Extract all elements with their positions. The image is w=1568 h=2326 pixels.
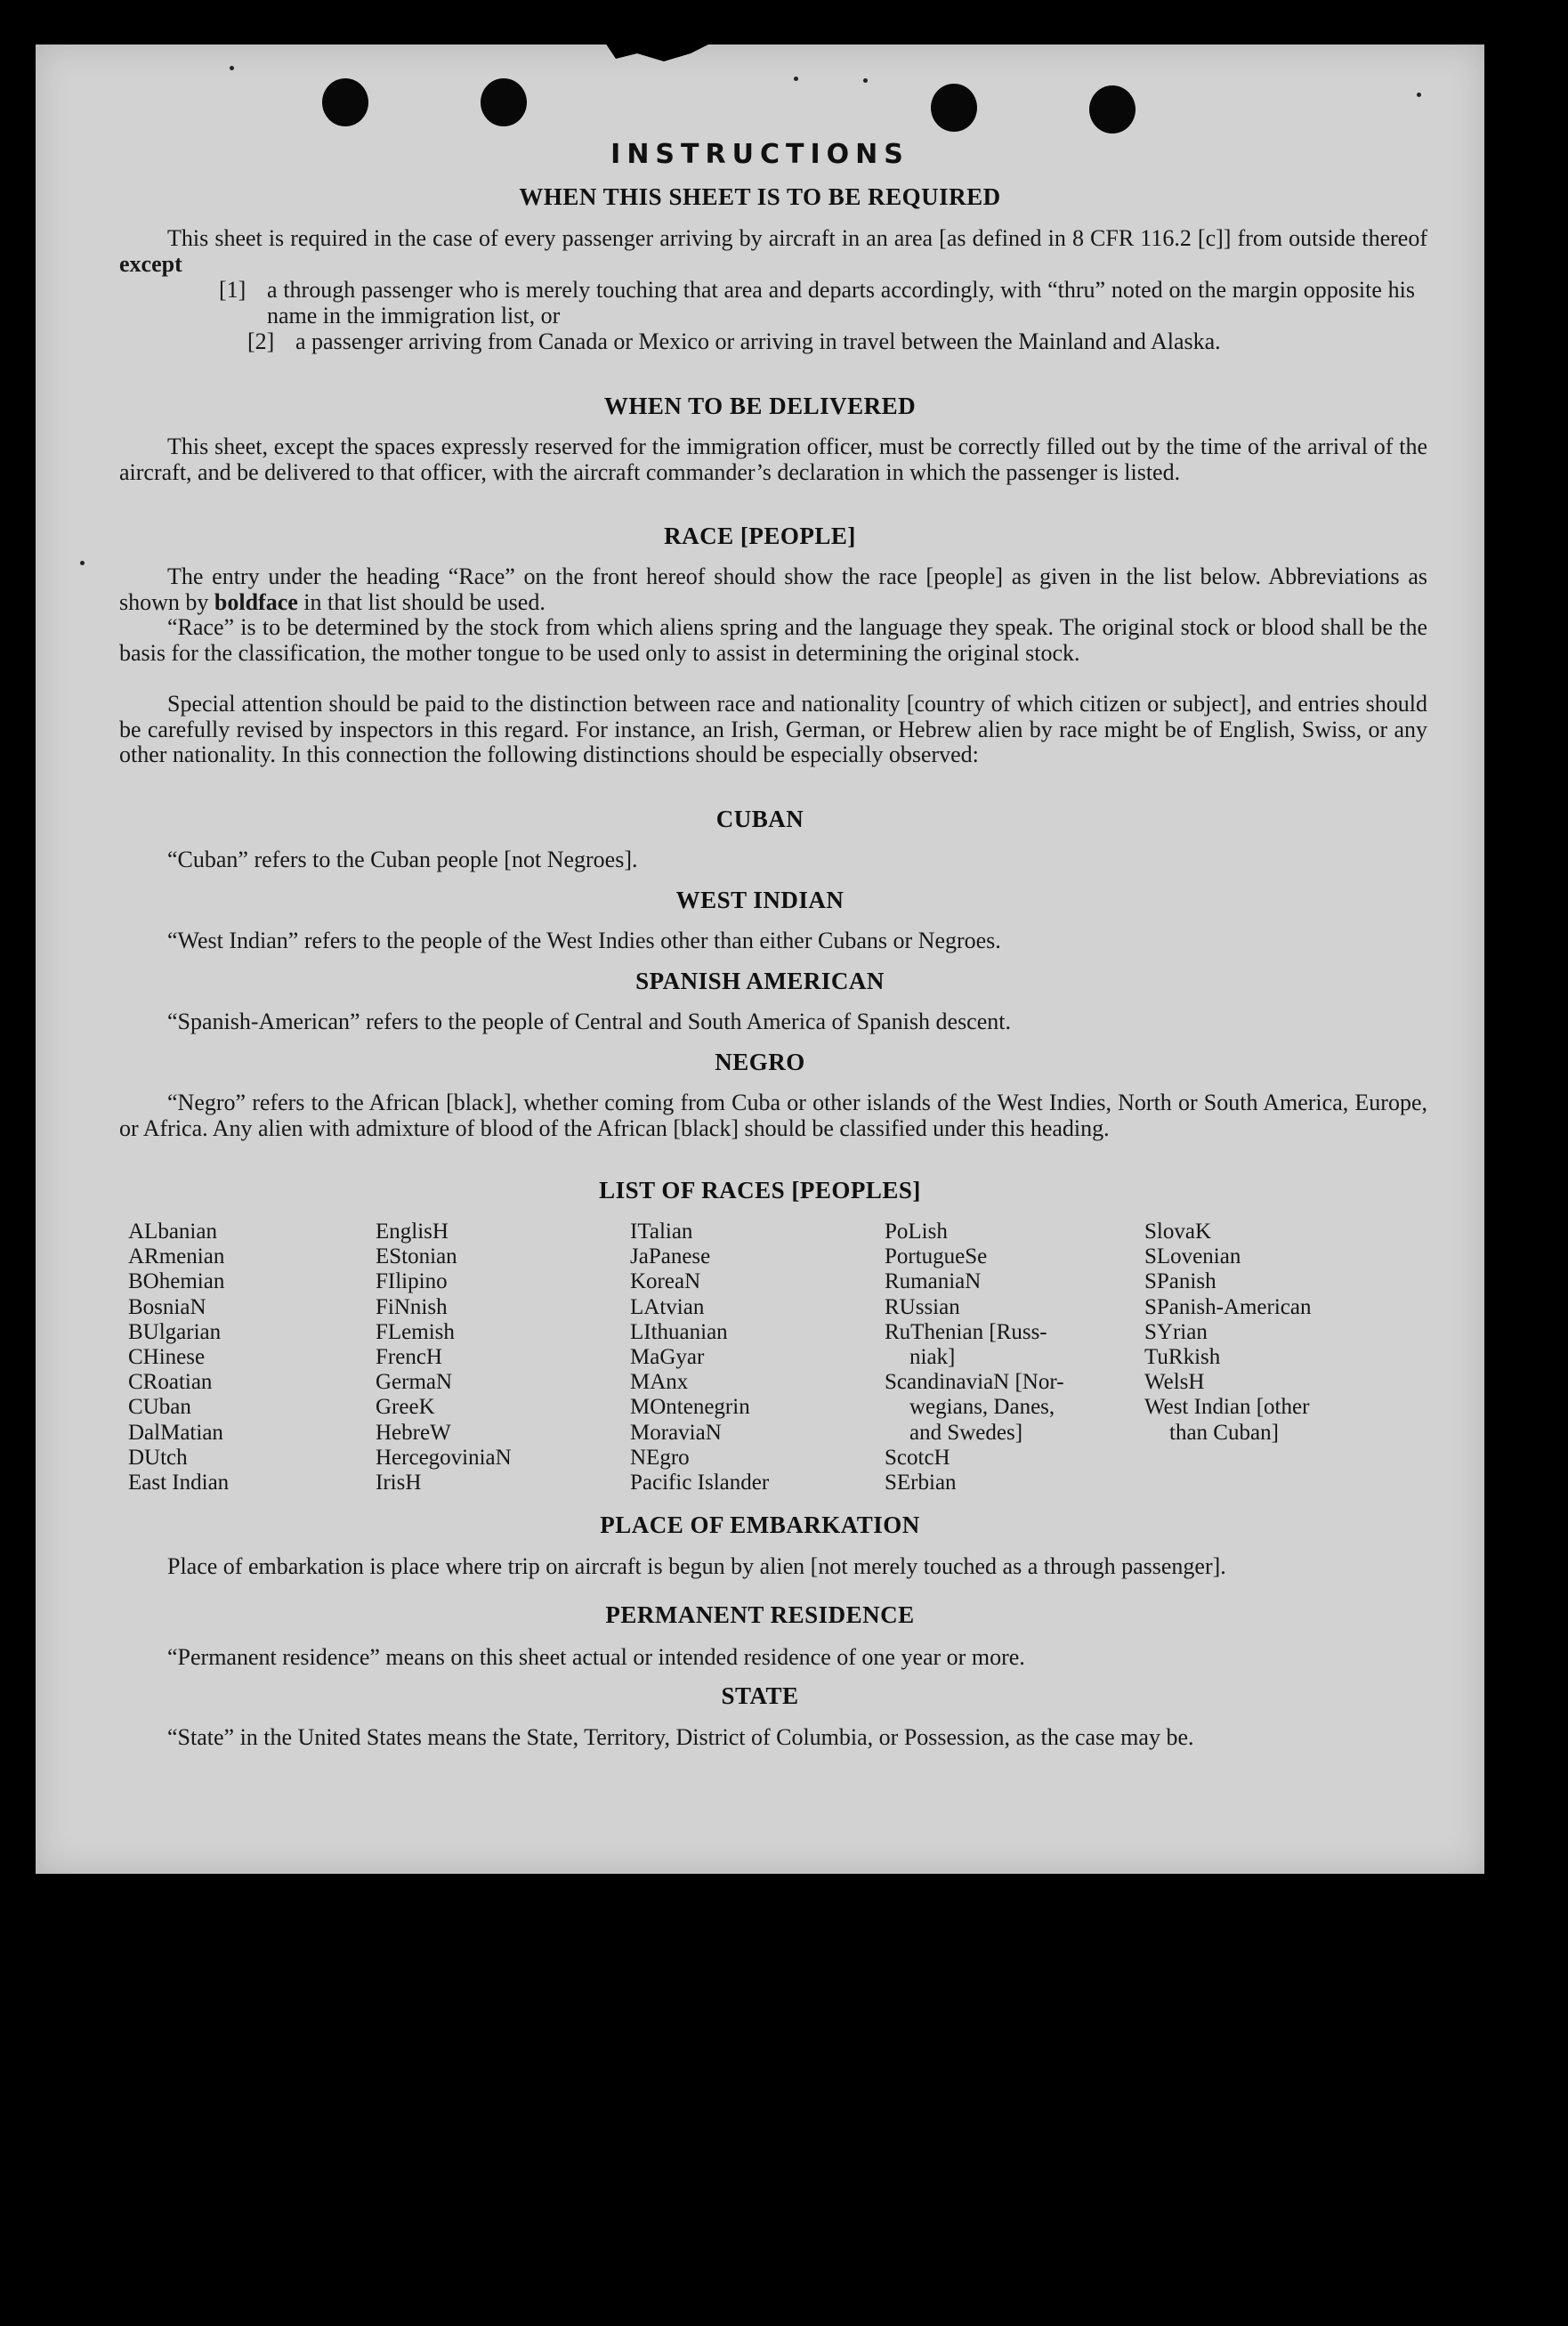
race-entry: KoreaN (630, 1269, 701, 1294)
heading-list-of-races: LIST OF RACES [PEOPLES] (599, 1177, 921, 1204)
embarkation-text: Place of embarkation is place where trip on aircraft is begun by alien [not merely touched as a through passenger]. (167, 1553, 1226, 1579)
race-entry: Pacific Islander (630, 1471, 770, 1495)
races-column-1 (128, 1220, 229, 1495)
speck (863, 78, 868, 83)
race-entry: MOntenegrin (630, 1395, 750, 1420)
race-entry: EStonian (376, 1244, 457, 1269)
race-entry: CRoatian (128, 1370, 213, 1395)
race-entry: than Cuban] (1169, 1420, 1279, 1445)
race-entry: HebreW (376, 1420, 451, 1445)
race-entry: HercegoviniaN (376, 1445, 512, 1470)
race-entry: CUban (128, 1395, 191, 1420)
speck (1417, 93, 1421, 97)
race-entry: ALbanian (128, 1220, 217, 1244)
heading-permanent-residence: PERMANENT RESIDENCE (605, 1601, 915, 1628)
race-entry: PortugueSe (885, 1244, 988, 1269)
speck (230, 66, 234, 70)
page-title: INSTRUCTIONS (610, 139, 909, 170)
residence-text: “Permanent residence” means on this sheet actual or intended residence of one year or more. (167, 1644, 1025, 1670)
race-entry: EnglisH (376, 1220, 449, 1244)
west-indian-text: “West Indian” refers to the people of the West Indies other than either Cubans or Negroes. (167, 928, 1001, 953)
race-entry: SPanish (1144, 1269, 1216, 1294)
speck (80, 561, 85, 565)
race-entry: WelsH (1144, 1370, 1205, 1395)
race-entry: LIthuanian (630, 1319, 728, 1344)
document-sheet (36, 45, 1484, 1874)
race-p1-text-end: in that list should be used. (297, 588, 546, 615)
punch-hole (481, 78, 527, 126)
negro-text: “Negro” refers to the African [black], whether coming from Cuba or other islands of the West Indies, North or South America, Europe, or Africa. Any alien with admixture of blood of the African [black] should be classified under this heading. (119, 1090, 1427, 1141)
race-entry: ARmenian (128, 1244, 225, 1269)
race-entry: RUssian (885, 1294, 960, 1319)
speck (794, 77, 798, 81)
race-entry: PoLish (885, 1220, 948, 1244)
heading-when-delivered: WHEN TO BE DELIVERED (603, 393, 917, 419)
race-entry: RumaniaN (885, 1269, 982, 1294)
race-entry: CHinese (128, 1345, 206, 1370)
race-entry: BOhemian (128, 1269, 225, 1294)
race-entry: SPanish-American (1144, 1294, 1312, 1319)
punch-hole (322, 78, 368, 126)
races-column-3 (630, 1220, 769, 1495)
race-entry: MAnx (630, 1370, 689, 1395)
race-entry: TuRkish (1144, 1345, 1221, 1370)
race-paragraph-3: Special attention should be paid to the distinction between race and nationality [country of which citizen or subject], and entries should be carefully revised by inspectors in this regard. For instance, an Irish, German, or Hebrew alien by race might be of English, Swiss, or any other nationality. In this connection the following distinctions should be especially observed: (119, 691, 1427, 767)
cuban-text: “Cuban” refers to the Cuban people [not Negroes]. (167, 847, 638, 872)
item-number: [1] (219, 277, 247, 303)
race-entry: JaPanese (630, 1244, 711, 1269)
race-entry: SlovaK (1144, 1220, 1211, 1244)
heading-state: STATE (721, 1682, 799, 1709)
state-text: “State” in the United States means the State, Territory, District of Columbia, or Possession, as the case may be. (167, 1724, 1194, 1750)
punch-hole (931, 84, 977, 132)
race-entry: RuThenian [Russ- (885, 1319, 1047, 1344)
race-entry: DUtch (128, 1445, 188, 1470)
race-entry: SLovenian (1144, 1244, 1241, 1269)
heading-spanish-american: SPANISH AMERICAN (635, 968, 885, 994)
spanish-american-text: “Spanish-American” refers to the people of Central and South America of Spanish descent. (167, 1009, 1011, 1034)
races-column-5 (1144, 1220, 1311, 1446)
item-text: a passenger arriving from Canada or Mexico or arriving in travel between the Mainland and Alaska. (295, 328, 1221, 354)
required-intro (119, 226, 1427, 277)
race-entry: FIlipino (376, 1269, 448, 1294)
race-entry: SYrian (1144, 1319, 1208, 1344)
race-entry: GreeK (376, 1395, 435, 1420)
race-entry: ITalian (630, 1220, 693, 1244)
race-p1-bold: boldface (214, 588, 298, 615)
races-list (36, 1220, 1484, 1504)
race-entry: FLemish (376, 1319, 455, 1344)
race-entry: MaGyar (630, 1345, 705, 1370)
heading-negro: NEGRO (715, 1049, 805, 1075)
race-entry: MoraviaN (630, 1420, 722, 1445)
race-entry: West Indian [other (1144, 1395, 1310, 1420)
required-intro-text: This sheet is required in the case of every passenger arriving by aircraft in an area [as defined in 8 CFR 116.2 [c]] from outside thereof (167, 225, 1427, 251)
required-item-1 (219, 277, 1415, 328)
race-entry: BUlgarian (128, 1319, 222, 1344)
heading-west-indian: WEST INDIAN (675, 887, 845, 913)
race-paragraph-2: “Race” is to be determined by the stock from which aliens spring and the language they speak. The original stock or blood shall be the basis for the classification, the mother tongue to be used only to assist in determining the original stock. (119, 614, 1427, 666)
race-entry: DalMatian (128, 1420, 223, 1445)
item-text: a through passenger who is merely touching that area and departs accordingly, with “thru” noted on the margin opposite his name in the immigration list, or (267, 277, 1415, 328)
race-entry: wegians, Danes, (909, 1395, 1055, 1420)
race-entry: BosniaN (128, 1294, 206, 1319)
race-entry: IrisH (376, 1471, 422, 1495)
torn-edge (605, 43, 712, 69)
race-entry: ScotcH (885, 1445, 950, 1470)
heading-when-required: WHEN THIS SHEET IS TO BE REQUIRED (519, 183, 1001, 210)
race-entry: FiNnish (376, 1294, 448, 1319)
race-p1-text: The entry under the heading “Race” on the front hereof should show the race [people] as given in the list below. Abbreviations as shown by (119, 563, 1427, 615)
races-column-4 (885, 1220, 1064, 1495)
race-entry: East Indian (128, 1471, 230, 1495)
races-column-2 (376, 1220, 512, 1495)
race-entry: NEgro (630, 1445, 690, 1470)
required-item-2 (247, 328, 1415, 355)
required-intro-bold: except (119, 250, 182, 277)
heading-cuban: CUBAN (715, 806, 804, 832)
race-entry: LAtvian (630, 1294, 705, 1319)
race-entry: FrencH (376, 1345, 442, 1370)
race-entry: niak] (909, 1345, 956, 1370)
race-entry: GermaN (376, 1370, 453, 1395)
heading-place-of-embarkation: PLACE OF EMBARKATION (600, 1511, 920, 1538)
race-entry: and Swedes] (909, 1420, 1023, 1445)
heading-race: RACE [PEOPLE] (664, 523, 856, 549)
race-entry: ScandinaviaN [Nor- (885, 1370, 1064, 1395)
race-entry: SErbian (885, 1471, 957, 1495)
race-paragraph-1 (119, 564, 1427, 615)
item-number: [2] (247, 328, 275, 354)
punch-hole (1089, 85, 1136, 134)
delivered-text: This sheet, except the spaces expressly reserved for the immigration officer, must be correctly filled out by the time of the arrival of the aircraft, and be delivered to that officer, with the aircraft commander’s declaration in which the passenger is listed. (119, 434, 1427, 485)
